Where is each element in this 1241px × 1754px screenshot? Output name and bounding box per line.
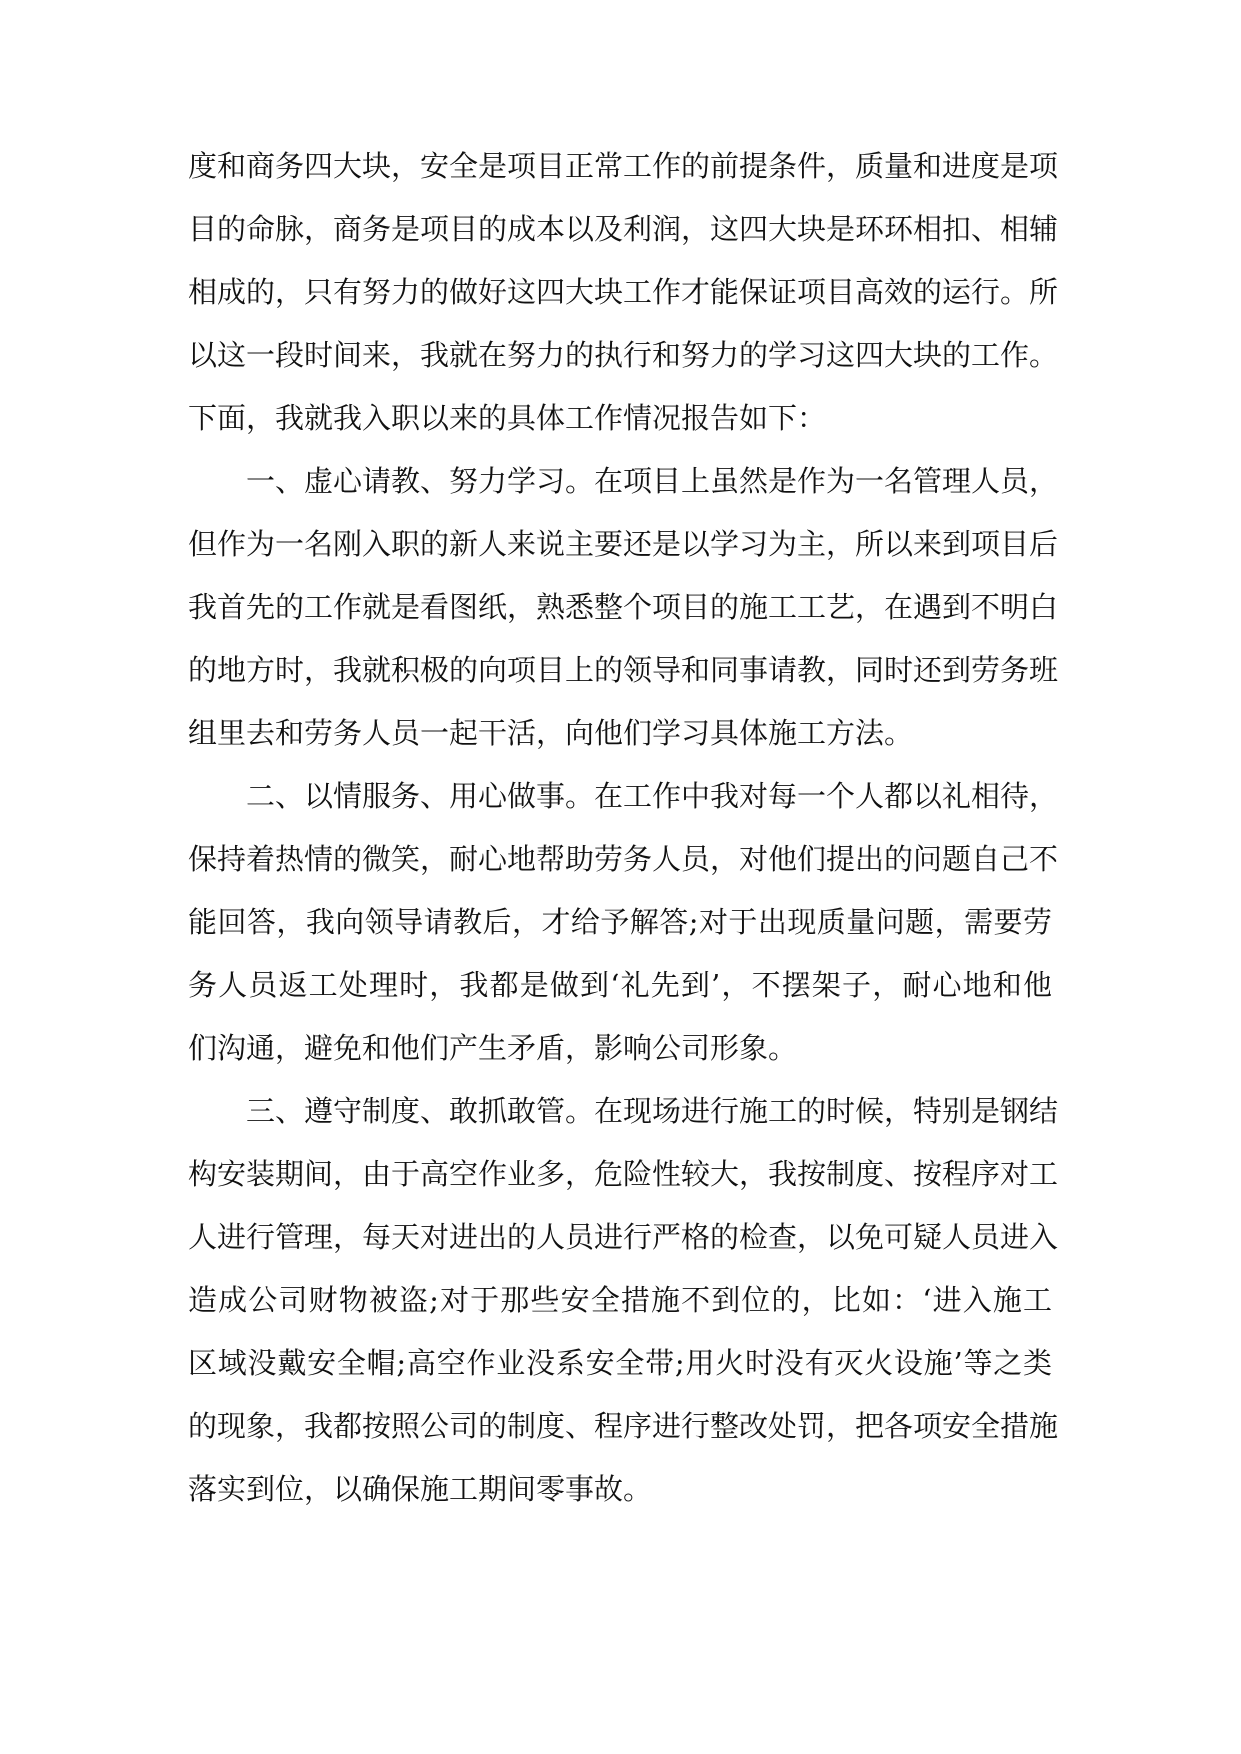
text-line: 人进行管理，每天对进出的人员进行严格的检查，以免可疑人员进入	[188, 1220, 1059, 1254]
text-line: 保持着热情的微笑，耐心地帮助劳务人员，对他们提出的问题自己不	[188, 842, 1059, 876]
text-line: 度和商务四大块，安全是项目正常工作的前提条件，质量和进度是项	[188, 149, 1059, 183]
text-line: 但作为一名刚入职的新人来说主要还是以学习为主，所以来到项目后	[188, 527, 1059, 561]
text-line: 目的命脉，商务是项目的成本以及利润，这四大块是环环相扣、相辅	[188, 212, 1059, 246]
paragraph-heading-line: 一、虚心请教、努力学习。在项目上虽然是作为一名管理人员，	[246, 464, 1059, 498]
text-line: 组里去和劳务人员一起干活，向他们学习具体施工方法。	[188, 716, 914, 750]
paragraph-heading-line: 二、以情服务、用心做事。在工作中我对每一个人都以礼相待，	[246, 779, 1059, 813]
text-line: 构安装期间，由于高空作业多，危险性较大，我按制度、按程序对工	[188, 1157, 1059, 1191]
text-line: 相成的，只有努力的做好这四大块工作才能保证项目高效的运行。所	[188, 275, 1059, 309]
text-line: 的地方时，我就积极的向项目上的领导和同事请教，同时还到劳务班	[188, 653, 1059, 687]
text-line: 务人员返工处理时，我都是做到‘礼先到’，不摆架子，耐心地和他	[188, 968, 1052, 1002]
text-line: 以这一段时间来，我就在努力的执行和努力的学习这四大块的工作。	[188, 338, 1059, 372]
text-line: 能回答，我向领导请教后，才给予解答;对于出现质量问题，需要劳	[188, 905, 1052, 939]
text-line: 落实到位，以确保施工期间零事故。	[188, 1472, 653, 1506]
text-line: 我首先的工作就是看图纸，熟悉整个项目的施工工艺，在遇到不明白	[188, 590, 1059, 624]
paragraph-heading-line: 三、遵守制度、敢抓敢管。在现场进行施工的时候，特别是钢结	[246, 1094, 1059, 1128]
text-line: 造成公司财物被盗;对于那些安全措施不到位的，比如：‘进入施工	[188, 1283, 1052, 1317]
text-line: 们沟通，避免和他们产生矛盾，影响公司形象。	[188, 1031, 798, 1065]
text-line: 下面，我就我入职以来的具体工作情况报告如下：	[188, 401, 827, 435]
text-line: 区域没戴安全帽;高空作业没系安全带;用火时没有灭火设施’等之类	[188, 1346, 1052, 1380]
text-line: 的现象，我都按照公司的制度、程序进行整改处罚，把各项安全措施	[188, 1409, 1059, 1443]
